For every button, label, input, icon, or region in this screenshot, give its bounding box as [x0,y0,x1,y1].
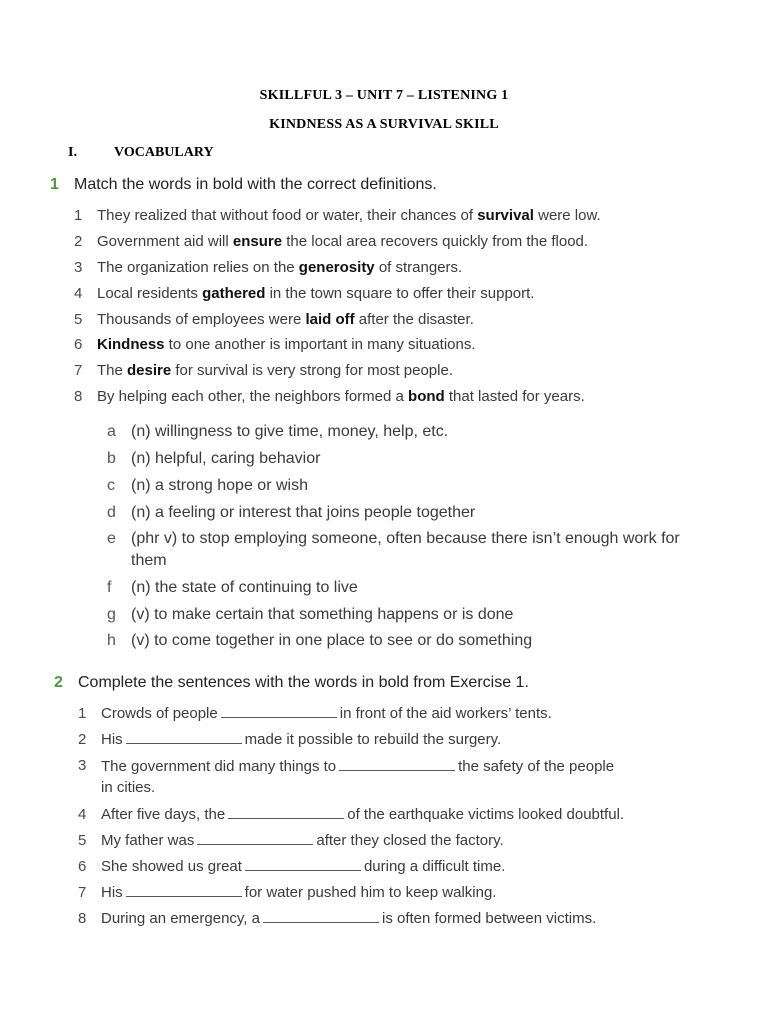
answer-blank[interactable] [197,832,313,845]
exercise-1-number: 1 [50,176,59,193]
definition-text: (n) willingness to give time, money, help, etc. [131,423,449,440]
list-item: His for water pushed him to keep walking. [101,884,497,901]
list-item: Crowds of people in front of the aid workers’ tents. [101,705,552,722]
answer-blank[interactable] [228,806,344,819]
answer-blank[interactable] [126,731,242,744]
section-title: VOCABULARY [114,145,214,160]
vocab-word: ensure [232,233,283,250]
definition-text: (v) to come together in one place to see or do something [131,632,533,649]
list-item: The organization relies on the generosity of strangers. [97,259,463,276]
item-number: 2 [78,731,87,748]
list-item: During an emergency, a is often formed between victims. [101,910,597,927]
definition-letter: b [107,450,116,467]
definition-letter: a [107,423,116,440]
definition-letter: d [107,504,116,521]
exercise-2-number: 2 [54,674,63,691]
definition-text: (phr v) to stop employing someone, often because there isn’t enough work for them [131,530,680,569]
item-number: 3 [78,757,87,774]
item-number: 4 [78,806,87,823]
definition-letter: h [107,632,116,649]
item-number: 2 [74,233,83,250]
list-item: The desire for survival is very strong for most people. [97,362,453,379]
exercise-1-instruction: Match the words in bold with the correct definitions. [74,176,437,193]
item-number: 6 [74,336,83,353]
list-item: My father was after they closed the factory. [101,832,504,849]
answer-blank[interactable] [263,910,379,923]
item-number: 8 [74,388,83,405]
item-number: 5 [74,311,83,328]
list-item: They realized that without food or water, their chances of survival were low. [97,207,601,224]
page-subtitle: KINDNESS AS A SURVIVAL SKILL [269,117,499,132]
item-number: 6 [78,858,87,875]
definition-letter: f [107,579,112,596]
definition-letter: g [107,606,116,623]
answer-blank[interactable] [245,858,361,871]
list-item: She showed us great during a difficult time. [101,858,506,875]
item-number: 3 [74,259,83,276]
item-number: 7 [78,884,87,901]
vocab-word: desire [127,362,172,379]
item-number: 5 [78,832,87,849]
definition-text: (n) helpful, caring behavior [131,450,321,467]
item-number: 1 [74,207,83,224]
answer-blank[interactable] [221,705,337,718]
section-number: I. [68,145,77,160]
list-item: By helping each other, the neighbors formed a bond that lasted for years. [97,388,585,405]
list-item: His made it possible to rebuild the surgery. [101,731,502,748]
definition-letter: c [107,477,115,494]
vocab-word: bond [408,388,445,405]
list-item: After five days, the of the earthquake victims looked doubtful. [101,806,625,823]
list-item: Government aid will ensure the local area recovers quickly from the flood. [97,233,589,250]
page-title: SKILLFUL 3 – UNIT 7 – LISTENING 1 [259,88,509,103]
definition-text: (v) to make certain that something happens or is done [131,606,514,623]
definition-text: (n) a feeling or interest that joins people together [131,504,476,521]
list-item: Kindness to one another is important in many situations. [97,336,476,353]
exercise-2-instruction: Complete the sentences with the words in bold from Exercise 1. [78,674,529,691]
vocab-word: Kindness [97,336,165,353]
item-number: 8 [78,910,87,927]
list-item: Local residents gathered in the town square to offer their support. [97,285,535,302]
answer-blank[interactable] [126,884,242,897]
vocab-word: generosity [298,259,375,276]
item-number: 4 [74,285,83,302]
definition-text: (n) the state of continuing to live [131,579,358,596]
vocab-word: gathered [202,285,266,302]
vocab-word: survival [477,207,534,224]
definition-letter: e [107,530,116,547]
item-number: 7 [74,362,83,379]
list-item: Thousands of employees were laid off after the disaster. [97,311,474,328]
list-item: The government did many things to the safety of the people in cities. [101,758,615,796]
item-number: 1 [78,705,87,722]
answer-blank[interactable] [339,758,455,771]
vocab-word: laid off [305,311,355,328]
definition-text: (n) a strong hope or wish [131,477,308,494]
